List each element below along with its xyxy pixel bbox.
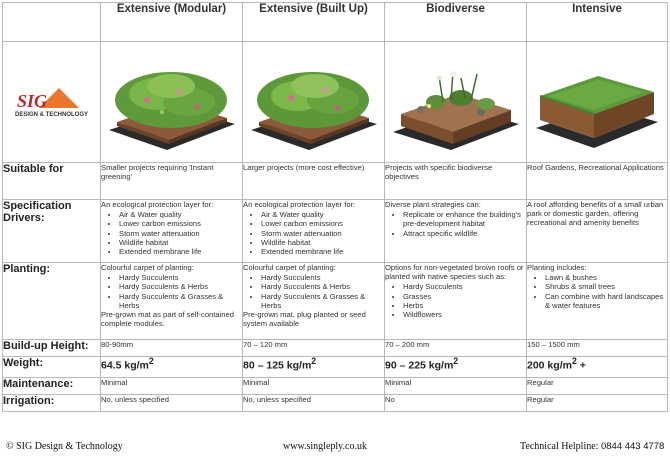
bullet-list <box>527 273 667 310</box>
row-maintenance <box>3 378 668 395</box>
cell: Minimal <box>385 378 527 395</box>
list-item: • Air & Water quality <box>261 210 384 219</box>
list-item: • Air & Water quality <box>119 210 242 219</box>
roof-sample-image <box>249 52 379 152</box>
list-item: • Hardy Succulents & Herbs <box>261 282 384 291</box>
cell: 70 – 200 mm <box>385 340 527 357</box>
col-header-extensive-built-up: Extensive (Built Up) <box>243 3 385 42</box>
cell <box>385 357 527 378</box>
bullet-list <box>243 210 384 256</box>
footer-copyright: © SIG Design & Technology <box>6 441 123 452</box>
list-item: • Hardy Succulents & Grasses & Herbs <box>261 292 384 310</box>
cell: Smaller projects requiring 'Instant greening' <box>101 163 243 200</box>
logo-subtitle: DESIGN & TECHNOLOGY <box>14 112 88 118</box>
cell: Larger projects (more cost effective) <box>243 163 385 200</box>
row-weight <box>3 357 668 378</box>
list-item: • Lawn & bushes <box>545 273 667 282</box>
row-label: Planting: <box>3 263 101 340</box>
row-planting <box>3 263 668 340</box>
cell <box>243 263 385 340</box>
footer-helpline <box>520 441 664 452</box>
list-item: • Wildlife habitat <box>119 238 242 247</box>
cell: Regular <box>527 378 668 395</box>
row-label: Suitable for <box>3 163 101 200</box>
list-item: • Can combine with hard landscapes & water features <box>545 292 667 310</box>
col-header-extensive-modular: Extensive (Modular) <box>101 3 243 42</box>
list-item: • Herbs <box>403 301 526 310</box>
cell-intro: Colourful carpet of planting: <box>101 263 194 272</box>
list-item: • Hardy Succulents <box>261 273 384 282</box>
row-label-line: Specification <box>3 200 72 212</box>
bullet-list <box>385 282 526 319</box>
cell-intro: Planting includes: <box>527 263 587 272</box>
cell-intro: An ecological protection layer for: <box>243 200 356 209</box>
helpline-label: Technical Helpline: <box>520 441 601 452</box>
image-intensive <box>527 42 668 163</box>
cell-intro: Diverse plant strategies can: <box>385 200 481 209</box>
weight-suffix: + <box>576 359 586 372</box>
roof-sample-image <box>391 52 521 152</box>
row-specification-drivers <box>3 200 668 263</box>
row-suitable-for <box>3 163 668 200</box>
cell <box>101 200 243 263</box>
cell <box>527 263 668 340</box>
weight-value: 64.5 kg/m <box>101 359 149 372</box>
bullet-list <box>243 273 384 310</box>
row-label: Weight: <box>3 357 101 378</box>
cell: No, unless specified <box>243 395 385 412</box>
weight-value: 200 kg/m <box>527 359 572 372</box>
cell: No, unless specified <box>101 395 243 412</box>
cell: Minimal <box>243 378 385 395</box>
weight-value: 90 – 225 kg/m <box>385 359 454 372</box>
cell: 80-90mm <box>101 340 243 357</box>
unit-superscript: 2 <box>571 356 577 366</box>
row-irrigation <box>3 395 668 412</box>
comparison-table <box>2 2 668 412</box>
list-item: • Grasses <box>403 292 526 301</box>
cell: No <box>385 395 527 412</box>
bullet-list <box>385 210 526 238</box>
list-item: • Shrubs & small trees <box>545 282 667 291</box>
helpline-number: 0844 443 4778 <box>600 441 665 452</box>
cell-outro: Pre-grown mat, plug planted or seed system available <box>243 310 366 329</box>
cell-intro: Colourful carpet of planting: <box>243 263 336 272</box>
list-item: • Storm water attenuation <box>261 229 384 238</box>
bullet-list <box>101 273 242 310</box>
logo-cell <box>3 42 101 163</box>
corner-cell <box>3 3 101 42</box>
list-item: • Lower carbon emissions <box>119 219 242 228</box>
bullet-list <box>101 210 242 256</box>
cell <box>243 200 385 263</box>
unit-superscript: 2 <box>148 356 154 366</box>
image-extensive-modular <box>101 42 243 163</box>
list-item: • Attract specific wildlife <box>403 229 526 238</box>
cell <box>385 263 527 340</box>
cell: Projects with specific biodiverse objectives <box>385 163 527 200</box>
row-label: Build-up Height: <box>3 340 101 357</box>
cell <box>243 357 385 378</box>
cell <box>101 263 243 340</box>
row-label: Maintenance: <box>3 378 101 395</box>
cell-outro: Pre-grown mat as part of self-contained complete modules. <box>101 310 234 329</box>
row-build-up-height <box>3 340 668 357</box>
roof-sample-image <box>532 52 662 152</box>
image-row <box>3 42 668 163</box>
cell: Minimal <box>101 378 243 395</box>
col-header-intensive: Intensive <box>527 3 668 42</box>
cell <box>527 357 668 378</box>
image-extensive-built-up <box>243 42 385 163</box>
list-item: • Extended membrane life <box>261 247 384 256</box>
cell <box>385 200 527 263</box>
list-item: • Hardy Succulents <box>119 273 242 282</box>
list-item: • Lower carbon emissions <box>261 219 384 228</box>
weight-value: 80 – 125 kg/m <box>243 359 312 372</box>
list-item: • Hardy Succulents <box>403 282 526 291</box>
list-item: • Extended membrane life <box>119 247 242 256</box>
cell-intro: Options for non-vegetated brown roofs or planted with native species such as: <box>385 263 524 282</box>
cell: 70 – 120 mm <box>243 340 385 357</box>
row-label <box>3 200 101 263</box>
image-biodiverse <box>385 42 527 163</box>
logo-wordmark: SIG <box>16 91 47 111</box>
list-item: • Wildflowers <box>403 310 526 319</box>
unit-superscript: 2 <box>453 356 459 366</box>
list-item: • Hardy Succulents & Grasses & Herbs <box>119 292 242 310</box>
cell: A roof affording benefits of a small urban park or domestic garden, offering recreational and amenity benefits <box>527 200 668 263</box>
row-label: Irrigation: <box>3 395 101 412</box>
cell-intro: An ecological protection layer for: <box>101 200 214 209</box>
list-item: • Wildlife habitat <box>261 238 384 247</box>
list-item: • Hardy Succulents & Herbs <box>119 282 242 291</box>
cell: Roof Gardens, Recreational Applications <box>527 163 668 200</box>
col-header-biodiverse: Biodiverse <box>385 3 527 42</box>
header-row <box>3 3 668 42</box>
list-item: • Replicate or enhance the building's pre-development habitat <box>403 210 526 228</box>
row-label-line: Drivers: <box>3 212 45 224</box>
unit-superscript: 2 <box>311 356 317 366</box>
cell: 150 – 1500 mm <box>527 340 668 357</box>
cell <box>101 357 243 378</box>
roof-sample-image <box>107 52 237 152</box>
footer-website[interactable]: www.singleply.co.uk <box>283 441 367 452</box>
sig-logo <box>11 84 93 120</box>
list-item: • Storm water attenuation <box>119 229 242 238</box>
cell: Regular <box>527 395 668 412</box>
